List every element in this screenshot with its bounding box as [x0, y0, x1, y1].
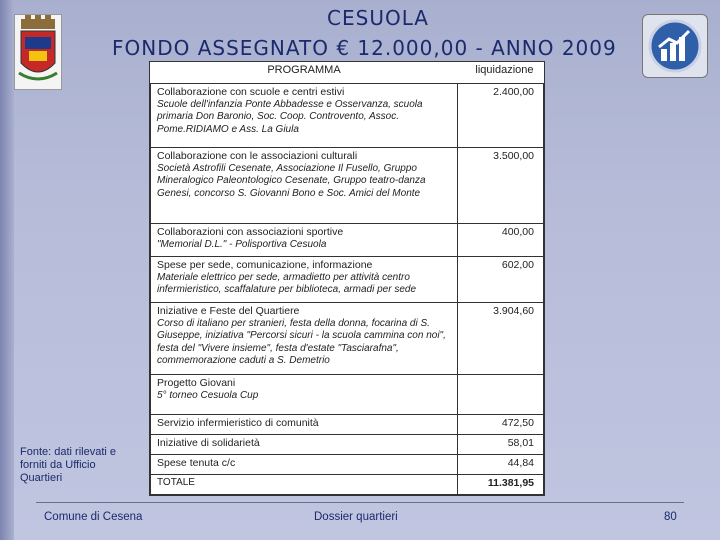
table-row — [151, 303, 544, 375]
page-title: CESUOLA — [327, 6, 429, 30]
amount-cell: 602,00 — [458, 257, 544, 303]
program-cell — [151, 303, 458, 375]
program-description: Scuole dell'infanzia Ponte Abbadesse e Osservanza, scuola primaria Don Baronio, Soc. Coop. Controvento, Assoc. Pome.RIDIAMO e Ass. La Giula — [157, 98, 423, 135]
table-header-row — [151, 62, 544, 84]
program-cell — [151, 224, 458, 257]
amount-cell: 472,50 — [458, 415, 544, 435]
program-cell — [151, 84, 458, 148]
page-subtitle: FONDO ASSEGNATO € 12.000,00 - ANNO 2009 — [112, 36, 617, 60]
page-number: 80 — [664, 511, 677, 523]
program-cell — [151, 415, 458, 435]
amount-cell — [458, 375, 544, 415]
program-title: Iniziative di solidarietà — [157, 437, 260, 449]
amount-cell: 58,01 — [458, 435, 544, 455]
bar-chart-logo-icon — [642, 14, 708, 78]
table-row — [151, 415, 544, 435]
program-title: Servizio infermieristico di comunità — [157, 417, 319, 429]
table-row — [151, 435, 544, 455]
program-cell — [151, 455, 458, 475]
program-title: Collaborazione con scuole e centri estivi — [157, 86, 345, 98]
table-row — [151, 148, 544, 224]
table-total-row — [151, 475, 544, 495]
table-row — [151, 455, 544, 475]
budget-table — [150, 62, 544, 495]
program-title: Iniziative e Feste del Quartiere — [157, 305, 300, 317]
program-title: Collaborazione con le associazioni culturali — [157, 150, 358, 162]
program-title: Collaborazioni con associazioni sportive — [157, 226, 344, 238]
program-cell — [151, 375, 458, 415]
left-decorative-band — [0, 0, 14, 540]
program-cell — [151, 257, 458, 303]
table-row — [151, 84, 544, 148]
total-amount: 11.381,95 — [458, 475, 544, 495]
program-description: Corso di italiano per stranieri, festa della donna, focarina di S. Giuseppe, iniziativa "Percorsi sicuri - la scuola cammina con noi", festa del "Vivere insieme", festa d'estate "Tasciarafna", commemorazione caduti a S. Demetrio — [157, 317, 446, 366]
program-title: Progetto Giovani — [157, 377, 236, 389]
program-description: 5° torneo Cesuola Cup — [157, 389, 259, 401]
program-description: Società Astrofili Cesenate, Associazione Il Fusello, Gruppo Mineralogico Paleontologico Cesenate, Gruppo teatro-danza Genesi, concorso S. Giovanni Bono e Soc. Amici del Monte — [157, 162, 426, 199]
amount-cell: 44,84 — [458, 455, 544, 475]
footer-organization: Comune di Cesena — [44, 511, 143, 523]
footer-divider — [36, 502, 684, 503]
column-header-amount: liquidazione — [475, 64, 534, 76]
column-header-program: PROGRAMMA — [267, 64, 341, 76]
program-description: "Memorial D.L." - Polisportiva Cesuola — [157, 238, 327, 250]
total-label: TOTALE — [151, 475, 458, 495]
program-cell — [151, 435, 458, 455]
amount-cell: 2.400,00 — [458, 84, 544, 148]
amount-cell: 400,00 — [458, 224, 544, 257]
source-note: Fonte: dati rilevati e forniti da Ufficio Quartieri — [20, 446, 116, 484]
footer-document-title: Dossier quartieri — [314, 511, 398, 523]
program-description: Materiale elettrico per sede, armadietto per attività centro infermieristico, scaffalature per biblioteca, armadi per sede — [157, 271, 417, 295]
program-title: Spese per sede, comunicazione, informazione — [157, 259, 373, 271]
table-row — [151, 257, 544, 303]
amount-cell: 3.500,00 — [458, 148, 544, 224]
program-title: Spese tenuta c/c — [157, 457, 236, 469]
program-cell — [151, 148, 458, 224]
table-row — [151, 224, 544, 257]
amount-cell: 3.904,60 — [458, 303, 544, 375]
table-row — [151, 375, 544, 415]
